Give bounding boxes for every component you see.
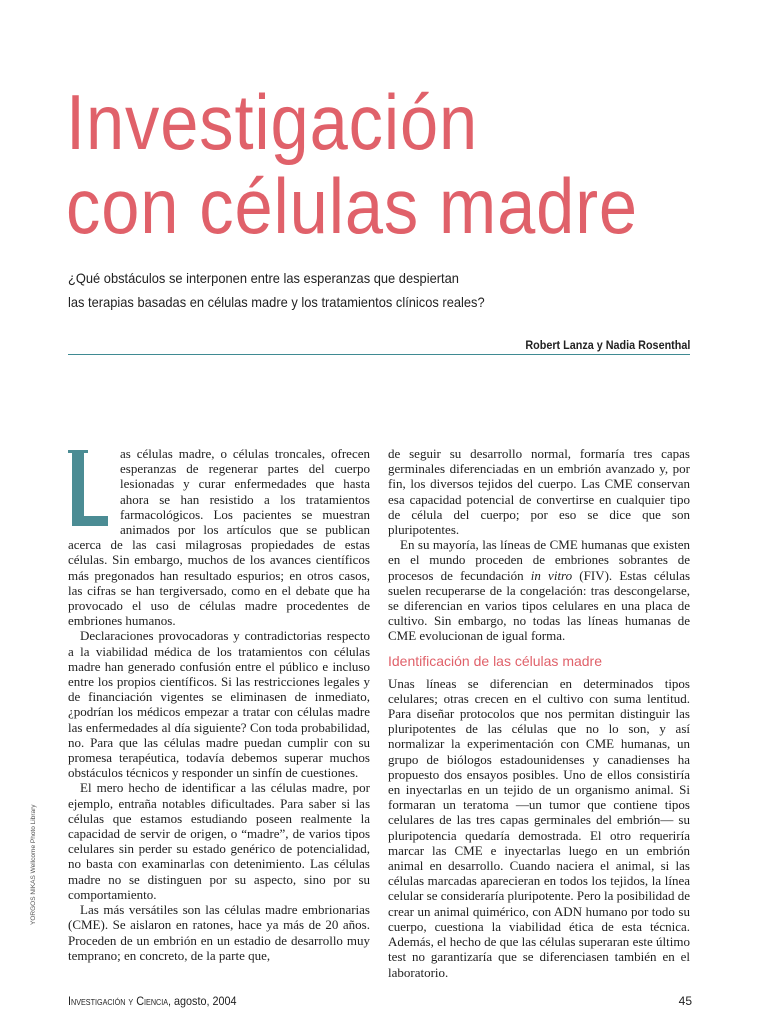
right-column — [388, 446, 690, 980]
page-number: 45 — [678, 994, 692, 1008]
paragraph — [68, 446, 370, 628]
article-authors: Robert Lanza y Nadia Rosenthal — [524, 338, 690, 352]
section-heading: Identificación de las células madre — [388, 652, 603, 669]
paragraph-text: (FIV). Estas células suelen recuperarse de la congelación: tras descongelarse, se diferencian en varios tipos celulares en una placa de cultivo. Sin embargo, no todas las líneas humanas de CME evolucionan de igual forma. — [388, 567, 691, 644]
paragraph: de seguir su desarrollo normal, formaría tres capas germinales diferenciadas en un embrión avanzado y, por fin, los diversos tejidos del cuerpo. Las CME conservan esa capacidad potencial de convertirse en cualquier tipo de célula del cuerpo; por eso se dice que son pluripotentes. — [388, 446, 690, 538]
paragraph: El mero hecho de identificar a las células madre, por ejemplo, entraña notables dificultades. Para saber si las células que estamos estudiando poseen realmente la capacidad de servir de origen, o “madre”, de varios tipos celulares sin perder su estado genérico de potencialidad, no basta con examinarlas con detenimiento. Las células madre no se distinguen por su aspecto, sino por su comportamiento. — [68, 780, 370, 902]
paragraph: Unas líneas se diferencian en determinados tipos celulares; otras crecen en el cultivo con suma lentitud. Para diseñar protocolos que nos permitan distinguir las pluripotentes de las células que no lo son, y así normalizar la experimentación con CME humanas, un grupo de biólogos estadounidenses y canadienses ha propuesto dos ensayos posibles. Uno de ellos consistiría en inyectarlas en un tejido de un organismo animal. Si formaran un teratoma —un tumor que contiene tipos celulares de las tres capas germinales del embrión— su pluripotencia quedaría demostrada. El otro requeriría marcar las CME e inyectarlas luego en un embrión animal en desarrollo. Cuando naciera el animal, si las células marcadas aparecieran en todos los tejidos, la línea celular se consideraría pluripotente. Pero la posibilidad de crear un animal quimérico, con ADN humano por todo su cuerpo, cuestiona la viabilidad ética de esta técnica. Además, el hecho de que las células superaran este último test no garantizaría que se diferenciasen también en el laboratorio. — [388, 675, 690, 980]
publication-date: , agosto, 2004 — [168, 994, 237, 1008]
drop-cap-L — [72, 450, 108, 526]
paragraph-text: as células madre, o células troncales, ofrecen esperanzas de regenerar partes del cuerpo lesionadas y curar enfermedades que hasta ahora se han resistido a los tratamientos farmacológicos. Los pacientes se muestran animados por los artículos que se publican acerca de las casi milagrosas propiedades de estas células. Sin embargo, muchos de los avances científicos más pregonados han resultado espurios; en otros casos, las cifras se han tergiversado, como en el debate que ha provocado el uso de células madre procedentes de embriones humanos. — [68, 446, 370, 629]
paragraph — [388, 537, 690, 643]
publication-name: Investigación y Ciencia — [68, 994, 169, 1008]
subtitle-line-1: ¿Qué obstáculos se interponen entre las esperanzas que despiertan — [68, 270, 459, 286]
left-column — [68, 446, 370, 963]
paragraph-text: En su mayoría, las líneas de CME humanas que existen en el mundo proceden de embriones sobrantes de procesos de fecundación — [388, 537, 690, 583]
photo-credit: YORGOS NIKAS Wellcome Photo Library — [30, 804, 37, 925]
paragraph: Las más versátiles son las células madre embrionarias (CME). Se aislaron en ratones, hace ya más de 20 años. Proceden de un embrión en un estadio de desarrollo muy temprano; en concreto, de la parte que, — [68, 902, 370, 963]
italic-term: in vitro — [530, 567, 573, 583]
article-title — [66, 80, 638, 248]
header-divider — [68, 354, 690, 355]
article-subtitle — [68, 266, 485, 314]
paragraph: Declaraciones provocadoras y contradictorias respecto a la viabilidad médica de los tratamientos con células madre han generado confusión entre el público e incluso entre los propios científicos. Si las restricciones legales y de financiación vigentes se eliminasen de inmediato, ¿podrían los médicos empezar a tratar con células madre las enfermedades al día siguiente? Con toda probabilidad, no. Para que las células madre puedan cumplir con su promesa terapéutica, todavía debemos superar muchos obstáculos técnicos y responder un sinfín de cuestiones. — [68, 628, 370, 781]
title-line-1: Investigación — [66, 78, 479, 166]
footer-publication — [68, 994, 236, 1008]
subtitle-line-2: las terapias basadas en células madre y los tratamientos clínicos reales? — [68, 294, 485, 310]
title-line-2: con células madre — [66, 162, 638, 250]
